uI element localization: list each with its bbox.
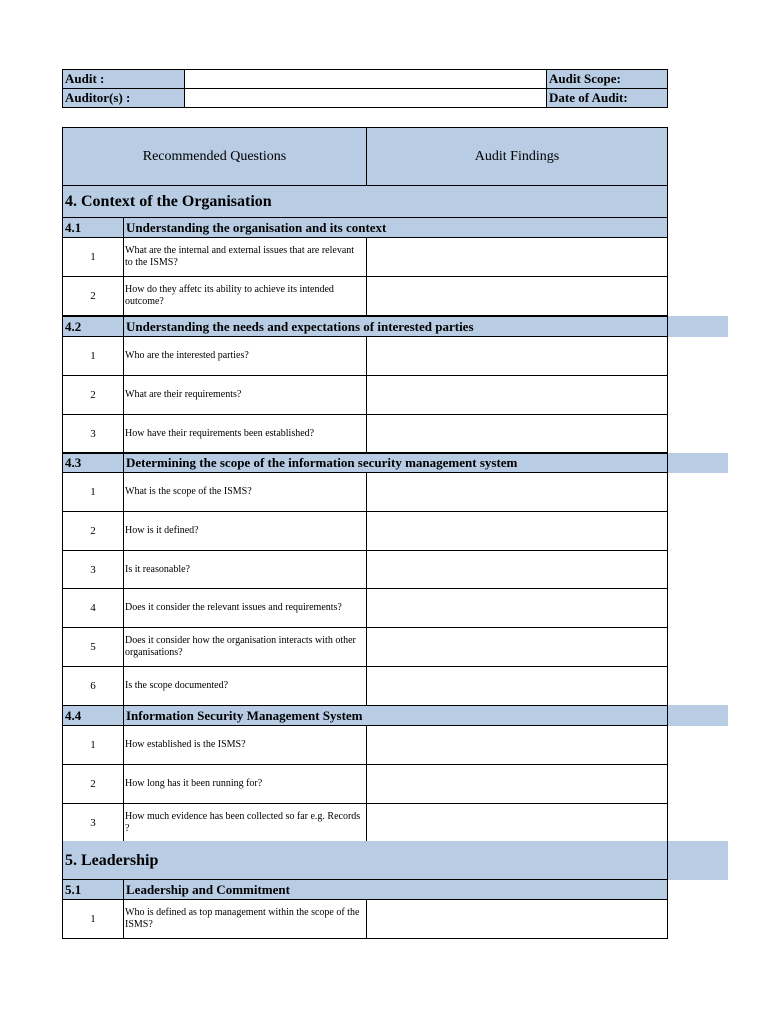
audit-finding-cell[interactable]: [366, 276, 668, 316]
question-text: How is it defined?: [123, 511, 367, 551]
question-number: 2: [62, 511, 124, 551]
date-of-audit-label: Date of Audit:: [546, 88, 668, 108]
audit-finding-cell[interactable]: [366, 899, 668, 939]
audit-finding-cell[interactable]: [366, 666, 668, 706]
question-number: 1: [62, 725, 124, 765]
question-text: How much evidence has been collected so far e.g. Records ?: [123, 803, 367, 842]
column-header-audit-findings: Audit Findings: [366, 127, 668, 186]
audit-finding-cell[interactable]: [366, 725, 668, 765]
question-number: 1: [62, 899, 124, 939]
subsection-number: 4.2: [62, 316, 124, 337]
audit-finding-cell[interactable]: [366, 803, 668, 842]
question-number: 6: [62, 666, 124, 706]
audit-finding-cell[interactable]: [366, 764, 668, 804]
question-text: What are the internal and external issues that are relevant to the ISMS?: [123, 237, 367, 277]
audit-finding-cell[interactable]: [366, 588, 668, 628]
question-text: Is the scope documented?: [123, 666, 367, 706]
question-text: Who are the interested parties?: [123, 336, 367, 376]
question-text: How do they affetc its ability to achieve its intended outcome?: [123, 276, 367, 316]
audit-finding-cell[interactable]: [366, 472, 668, 512]
section-title: 4. Context of the Organisation: [62, 186, 668, 217]
question-number: 5: [62, 627, 124, 667]
question-text: What is the scope of the ISMS?: [123, 472, 367, 512]
subsection-title: Information Security Management System: [123, 705, 668, 726]
question-number: 3: [62, 550, 124, 589]
question-text: Who is defined as top management within the scope of the ISMS?: [123, 899, 367, 939]
audit-finding-cell[interactable]: [366, 237, 668, 277]
subsection-number: 4.4: [62, 705, 124, 726]
question-number: 2: [62, 276, 124, 316]
auditors-input[interactable]: [184, 88, 547, 108]
audit-label: Audit :: [62, 69, 185, 89]
question-text: Does it consider how the organisation interacts with other organisations?: [123, 627, 367, 667]
section-title: 5. Leadership: [62, 841, 668, 880]
audit-scope-label: Audit Scope:: [546, 69, 668, 89]
subsection-number: 4.1: [62, 217, 124, 238]
subsection-title: Understanding the needs and expectations of interested parties: [123, 316, 668, 337]
audit-finding-cell[interactable]: [366, 511, 668, 551]
audit-input[interactable]: [184, 69, 547, 89]
question-number: 1: [62, 472, 124, 512]
question-number: 4: [62, 588, 124, 628]
question-number: 1: [62, 237, 124, 277]
subsection-title: Understanding the organisation and its context: [123, 217, 668, 238]
question-number: 3: [62, 414, 124, 453]
question-text: What are their requirements?: [123, 375, 367, 415]
question-text: Is it reasonable?: [123, 550, 367, 589]
audit-finding-cell[interactable]: [366, 414, 668, 453]
audit-finding-cell[interactable]: [366, 627, 668, 667]
question-text: How established is the ISMS?: [123, 725, 367, 765]
auditors-label: Auditor(s) :: [62, 88, 185, 108]
audit-finding-cell[interactable]: [366, 336, 668, 376]
question-number: 2: [62, 375, 124, 415]
question-number: 2: [62, 764, 124, 804]
question-number: 1: [62, 336, 124, 376]
question-text: Does it consider the relevant issues and requirements?: [123, 588, 367, 628]
audit-finding-cell[interactable]: [366, 375, 668, 415]
question-text: How have their requirements been established?: [123, 414, 367, 453]
subsection-title: Determining the scope of the information security management system: [123, 453, 668, 473]
subsection-number: 4.3: [62, 453, 124, 473]
audit-finding-cell[interactable]: [366, 550, 668, 589]
column-header-recommended-questions: Recommended Questions: [62, 127, 367, 186]
subsection-number: 5.1: [62, 879, 124, 900]
question-number: 3: [62, 803, 124, 842]
subsection-title: Leadership and Commitment: [123, 879, 668, 900]
question-text: How long has it been running for?: [123, 764, 367, 804]
